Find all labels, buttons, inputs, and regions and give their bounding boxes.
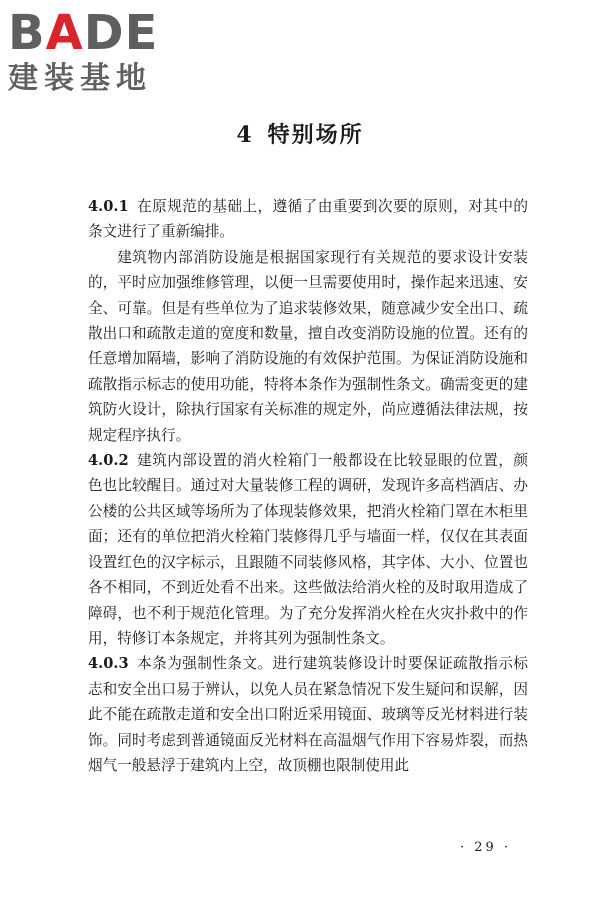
clause-4-0-3 [88,651,528,778]
page-number: · 29 · [460,840,512,855]
clause-4-0-1-intro [88,194,528,245]
chapter-title-text: 特别场所 [267,122,364,148]
chapter-title [0,118,600,149]
clause-number: 4.0.1 [88,198,129,215]
clause-number: 4.0.2 [88,452,129,470]
clause-text: 建筑内部设置的消火栓箱门一般都设在比较显眼的位置，颜色也比较醒目。通过对大量装修工程的调研，发现许多高档酒店、办公楼的公共区域等场所为了体现装修效果，把消火栓箱门罩在木柜里面；还有的单位把消火栓箱门装修得几乎与墙面一样，仅仅在其表面设置红色的汉字标示，且跟随不同装修风格，其字体、大小、位置也各不相同，不到近处看不出来。这些做法给消火栓的及时取用造成了障碍，也不利于规范化管理。为了充分发挥消火栓在火灾扑救中的作用，特修订本条规定，并将其列为强制性条文。 [88,452,528,647]
logo-letter-accent: A [45,5,84,61]
logo-subtitle: 建装基地 [8,61,152,96]
brand-logo [8,6,178,96]
logo-letter-prefix: B [8,5,46,61]
clause-number: 4.0.3 [88,655,129,673]
chapter-number: 4 [236,122,254,148]
logo-wordmark [8,6,178,60]
clause-text: 本条为强制性条文。进行建筑装修设计时要保证疏散指示标志和安全出口易于辨认，以免人员在紧急情况下发生疑问和误解，因此不能在疏散走道和安全出口附近采用镜面、玻璃等反光材料进行装饰。同时考虑到普通镜面反光材料在高温烟气作用下容易炸裂，而热烟气一般悬浮于建筑内上空，故顶棚也限制使用此 [88,655,528,774]
clause-4-0-1-paragraph: 建筑物内部消防设施是根据国家现行有关规范的要求设计安装的，平时应加强维修管理，以便一旦需要使用时，操作起来迅速、安全、可靠。但是有些单位为了追求装修效果，随意减少安全出口、疏散出口和疏散走道的宽度和数量，擅自改变消防设施的位置。还有的任意增加隔墙，影响了消防设施的有效保护范围。为保证消防设施和疏散指示标志的使用功能，特将本条作为强制性条文。确需变更的建筑防火设计，除执行国家有关标准的规定外，尚应遵循法律法规，按规定程序执行。 [88,248,528,444]
clause-4-0-2 [88,448,528,651]
logo-letter-suffix: DE [83,5,159,61]
clause-text: 在原规范的基础上，遵循了由重要到次要的原则，对其中的条文进行了重新编排。 [88,198,528,241]
document-body [88,194,528,778]
